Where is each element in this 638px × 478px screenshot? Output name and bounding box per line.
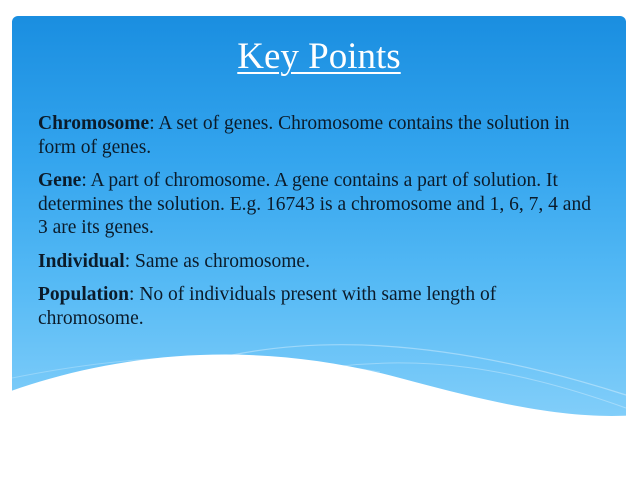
point-gene [38,169,598,240]
point-chromosome [38,112,598,159]
term-label: Gene [38,170,82,191]
term-label: Population [38,284,130,305]
term-definition: : A part of chromosome. A gene contains a part of solution. It determines the solution. E.g. 16743 is a chromosome and 1, 6, 7, 4 and 3 are its genes. [38,170,591,238]
point-population [38,283,598,330]
term-label: Individual [38,250,125,272]
slide-title: Key Points [237,36,401,77]
term-definition: : No of individuals present with same length of chromosome. [38,284,497,329]
term-label: Chromosome [38,113,150,134]
key-points-list [38,112,598,340]
term-definition: : A set of genes. Chromosome contains the solution in form of genes. [38,113,570,158]
term-definition: : Same as chromosome. [124,250,310,272]
point-individual [38,250,598,274]
